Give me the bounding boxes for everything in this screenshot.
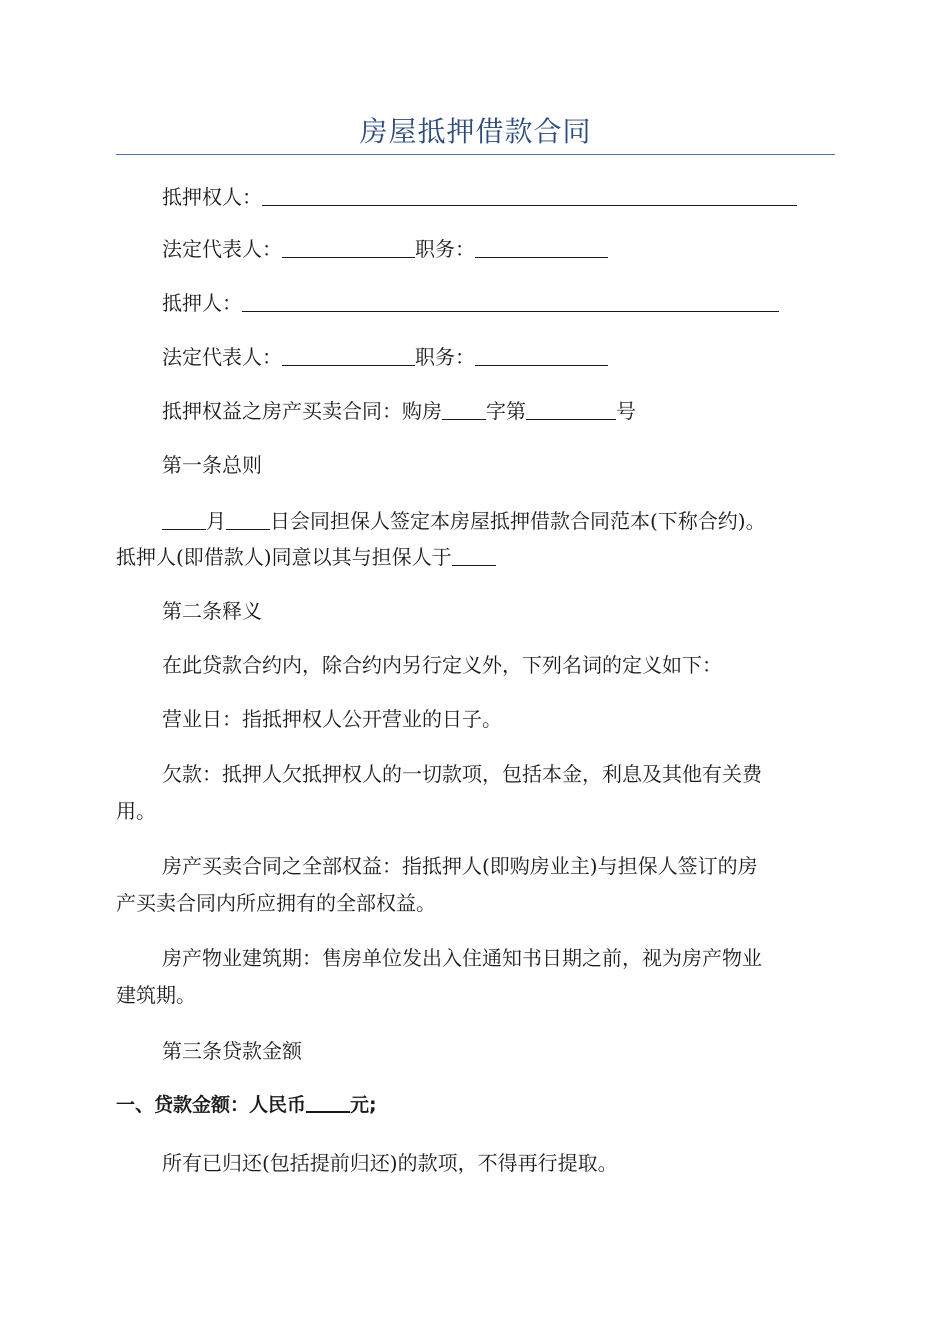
article-1-text-2: 抵押人(即借款人)同意以其与担保人于 [116,545,452,569]
date-blank[interactable] [452,543,496,566]
mortgagee-line [116,180,881,214]
loan-amount-blank[interactable] [306,1089,350,1113]
day-blank[interactable] [226,507,270,530]
repaid-note: 所有已归还(包括提前归还)的款项，不得再行提取。 [162,1151,618,1175]
definition-rights-line-2: 产买卖合同内所应拥有的全部权益。 [116,891,436,915]
definition-build-line-2: 建筑期。 [116,983,196,1007]
definition-build-line-1: 房产物业建筑期：售房单位发出入住通知书日期之前，视为房产物业 [162,946,762,970]
loan-amount-label: 一、贷款金额：人民币 [116,1094,307,1116]
article-3-heading: 第三条贷款金额 [162,1039,302,1063]
loan-amount-line [116,1088,835,1122]
article-1-paragraph-line-1 [116,504,881,538]
legal-rep-1-label: 法定代表人： [162,237,282,261]
contract-ref-end: 号 [616,399,636,423]
position-1-blank[interactable] [475,235,608,258]
mortgagee-blank[interactable] [262,183,797,206]
legal-rep-2-line [116,340,881,374]
title-underline [116,154,835,155]
legal-rep-2-label: 法定代表人： [162,345,282,369]
legal-rep-2-blank[interactable] [282,343,415,366]
position-2-label: 职务： [415,345,475,369]
definition-debt-line-1: 欠款：抵押人欠抵押权人的一切款项，包括本金，利息及其他有关费 [162,762,762,786]
contract-ref-line [116,394,881,428]
article-1-heading: 第一条总则 [162,453,262,477]
definition-rights-line-1: 房产买卖合同之全部权益：指抵押人(即购房业主)与担保人签订的房 [162,854,758,878]
definition-business-day: 营业日：指抵押权人公开营业的日子。 [162,707,502,731]
position-1-label: 职务： [415,237,475,261]
mortgagee-label: 抵押权人： [162,185,262,209]
month-label: 月 [206,509,226,533]
contract-ref-label: 抵押权益之房产买卖合同：购房 [162,399,442,423]
loan-amount-unit: 元; [350,1094,377,1116]
document-title: 房屋抵押借款合同 [359,115,592,148]
article-1-text: 日会同担保人签定本房屋抵押借款合同范本(下称合约)。 [270,509,766,533]
mortgagor-blank[interactable] [242,289,779,312]
contract-ref-blank-1[interactable] [442,397,486,420]
article-2-intro: 在此贷款合约内，除合约内另行定义外，下列名词的定义如下： [162,653,722,677]
legal-rep-1-blank[interactable] [282,235,415,258]
month-blank-a[interactable] [162,507,206,530]
article-1-paragraph-line-2 [116,540,835,574]
contract-ref-blank-2[interactable] [526,397,616,420]
definition-debt-line-2: 用。 [116,799,156,823]
position-2-blank[interactable] [475,343,608,366]
mortgagor-label: 抵押人： [162,291,242,315]
legal-rep-1-line [116,232,881,266]
contract-ref-mid: 字第 [486,399,526,423]
article-2-heading: 第二条释义 [162,599,262,623]
mortgagor-line [116,286,881,320]
